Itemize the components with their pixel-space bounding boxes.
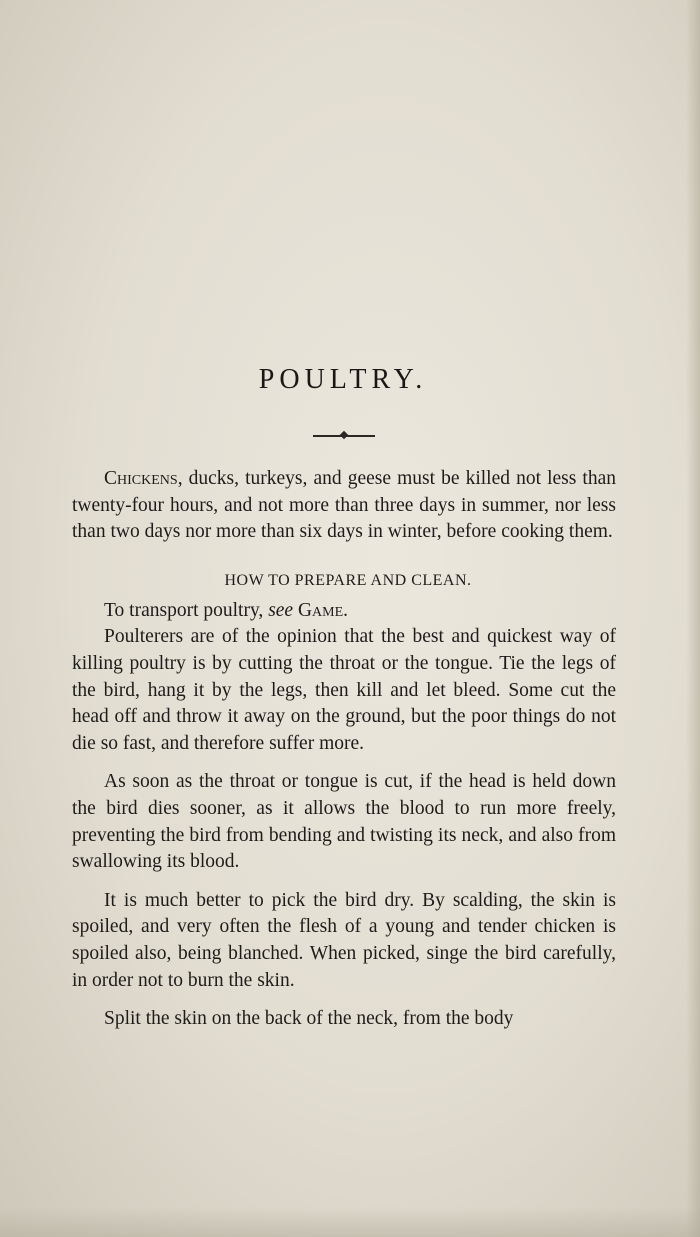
intro-rest: , ducks, turkeys, and geese must be killed not less than twenty-four hours, and not more than three days in summer, nor less than two days nor more than six days in winter, before cooking them. <box>72 468 616 543</box>
ornament-diamond-icon <box>340 431 348 439</box>
paragraph-picking: It is much better to pick the bird dry. By scalding, the skin is spoiled, and very often the flesh of a young and tender chicken is spoiled also, being blanched. When picked, singe the bird carefully, in order not to burn the skin. <box>72 889 616 991</box>
transport-text: To transport poultry, <box>104 599 269 621</box>
paragraph-killing: Poulterers are of the opinion that the best and quickest way of killing poultry is by cutting the throat or the tongue. Tie the legs of the bird, hang it by the legs, then kill and let bleed. Some cut the head off and throw it away on the ground, but the poor things do not die so fast, and therefore suffer more. <box>72 626 616 754</box>
page-bottom-shadow <box>0 1207 700 1237</box>
intro-paragraph <box>72 466 616 546</box>
section-heading: HOW TO PREPARE AND CLEAN. <box>224 571 472 589</box>
paragraph-bleeding: As soon as the throat or tongue is cut, if the head is held down the bird dies sooner, as it allows the blood to run more freely, preventing the bird from bending and twisting its neck, and also from swallowing its blood. <box>72 771 616 873</box>
body-text <box>72 466 616 1033</box>
title-ornament <box>313 433 375 439</box>
paragraph-neck: Split the skin on the back of the neck, from the body <box>104 1008 514 1030</box>
intro-lead-word: Chickens <box>104 468 178 489</box>
transport-end: . <box>343 599 349 621</box>
see-reference: see <box>268 599 294 621</box>
page-edge-shadow <box>686 0 700 1237</box>
transport-paragraph <box>72 598 616 625</box>
game-reference: Game <box>297 599 344 621</box>
page-title: POULTRY. <box>258 364 428 395</box>
